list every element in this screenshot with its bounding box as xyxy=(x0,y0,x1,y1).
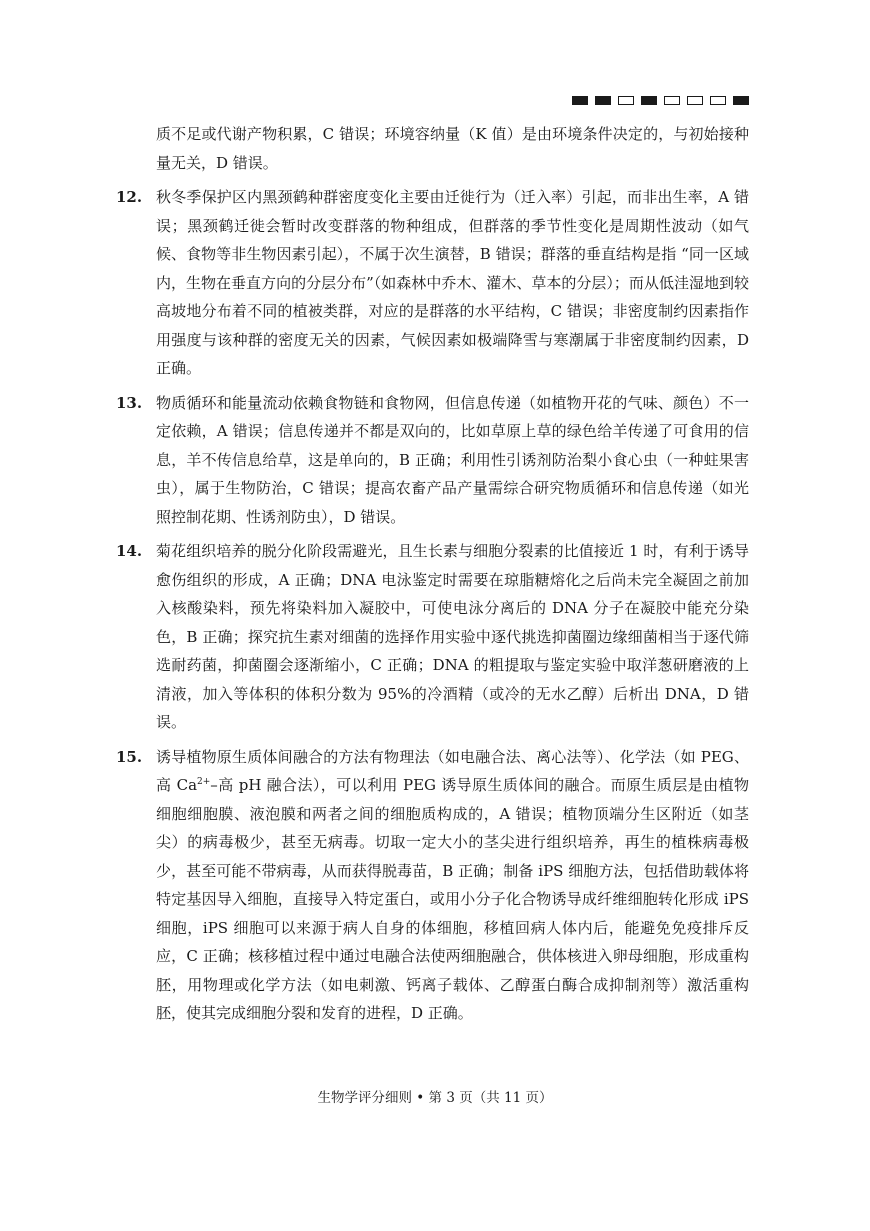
code-box xyxy=(687,96,703,105)
item-number: 14. xyxy=(116,542,143,560)
header-code-boxes xyxy=(572,96,749,105)
code-box xyxy=(618,96,634,105)
answer-item-12 xyxy=(116,183,749,383)
code-box xyxy=(710,96,726,105)
item-text: 菊花组织培养的脱分化阶段需避光，且生长素与细胞分裂素的比值接近 1 时，有利于诱导愈伤组织的形成，A 正确；DNA 电泳鉴定时需要在琼脂糖熔化之后尚未完全凝固之前加入核酸染料，预先将染料加入凝胶中，可使电泳分离后的 DNA 分子在凝胶中能充分染色，B 正确；探究抗生素对细菌的选择作用实验中逐代挑选抑菌圈边缘细菌相当于逐代筛选耐药菌，抑菌圈会逐渐缩小，C 正确；DNA 的粗提取与鉴定实验中取洋葱研磨液的上清液，加入等体积的体积分数为 95%的冷酒精（或冷的无水乙醇）后析出 DNA，D 错误。 xyxy=(156,542,749,731)
item-number: 12. xyxy=(116,188,143,206)
intro-paragraph: 质不足或代谢产物积累，C 错误；环境容纳量（K 值）是由环境条件决定的，与初始接种量无关，D 错误。 xyxy=(156,125,749,172)
item-number: 15. xyxy=(116,747,143,766)
superscript: 2+ xyxy=(197,777,211,787)
item-number: 13. xyxy=(116,393,143,412)
item-text: 物质循环和能量流动依赖食物链和食物网，但信息传递（如植物开花的气味、颜色）不一定依赖，A 错误；信息传递并不都是双向的，比如草原上草的绿色给羊传递了可食用的信息，羊不传信息给草，这是单向的，B 正确；利用性引诱剂防治梨小食心虫（一种蛀果害虫），属于生物防治，C 错误；提高农畜产品产量需综合研究物质循环和信息传递（如光照控制花期、性诱剂防虫），D 错误。 xyxy=(156,393,749,526)
code-box xyxy=(733,96,749,105)
item-text-part: 诱导植物原生质体间融合的方法有物理法（如电融合法、离心法等）、化学法（如 PEG、高 Ca xyxy=(156,747,749,794)
item-text-part: –高 pH 融合法），可以利用 PEG 诱导原生质体间的融合。而原生质层是由植物细胞细胞膜、液泡膜和两者之间的细胞质构成的，A 错误；植物顶端分生区附近（如茎尖）的病毒极少，甚至无病毒。切取一定大小的茎尖进行组织培养，再生的植株病毒极少，甚至可能不带病毒，从而获得脱毒苗，B 正确；制备 iPS 细胞方法，包括借助载体将特定基因导入细胞，直接导入特定蛋白，或用小分子化合物诱导成纤维细胞转化形成 iPS 细胞，iPS 细胞可以来源于病人自身的体细胞，移植回病人体内后，能避免免疫排斥反应，C 正确；核移植过程中通过电融合法使两细胞融合，供体核进入卵母细胞，形成重构胚，用物理或化学方法（如电刺激、钙离子载体、乙醇蛋白酶合成抑制剂等）激活重构胚，使其完成细胞分裂和发育的进程，D 正确。 xyxy=(156,776,749,1022)
code-box xyxy=(595,96,611,105)
code-box xyxy=(641,96,657,105)
page-footer: 生物学评分细则 • 第 3 页（共 11 页） xyxy=(317,1090,553,1106)
item-text xyxy=(156,743,749,1028)
item-text: 秋冬季保护区内黑颈鹤种群密度变化主要由迁徙行为（迁入率）引起，而非出生率，A 错误；黑颈鹤迁徙会暂时改变群落的物种组成，但群落的季节性变化是周期性波动（如气候、食物等非生物因素引起），不属于次生演替，B 错误；群落的垂直结构是指 “同一区域内，生物在垂直方向的分层分布”（如森林中乔木、灌木、草本的分层）；而从低洼湿地到较高坡地分布着不同的植被类群，对应的是群落的水平结构，C 错误；非密度制约因素指作用强度与该种群的密度无关的因素，气候因素如极端降雪与寒潮属于非密度制约因素，D 正确。 xyxy=(156,188,749,377)
code-box xyxy=(664,96,680,105)
answer-item-13 xyxy=(116,389,749,532)
code-box xyxy=(572,96,588,105)
answer-item-15 xyxy=(116,743,749,1028)
document-body xyxy=(116,120,749,1028)
answer-item-14 xyxy=(116,537,749,737)
